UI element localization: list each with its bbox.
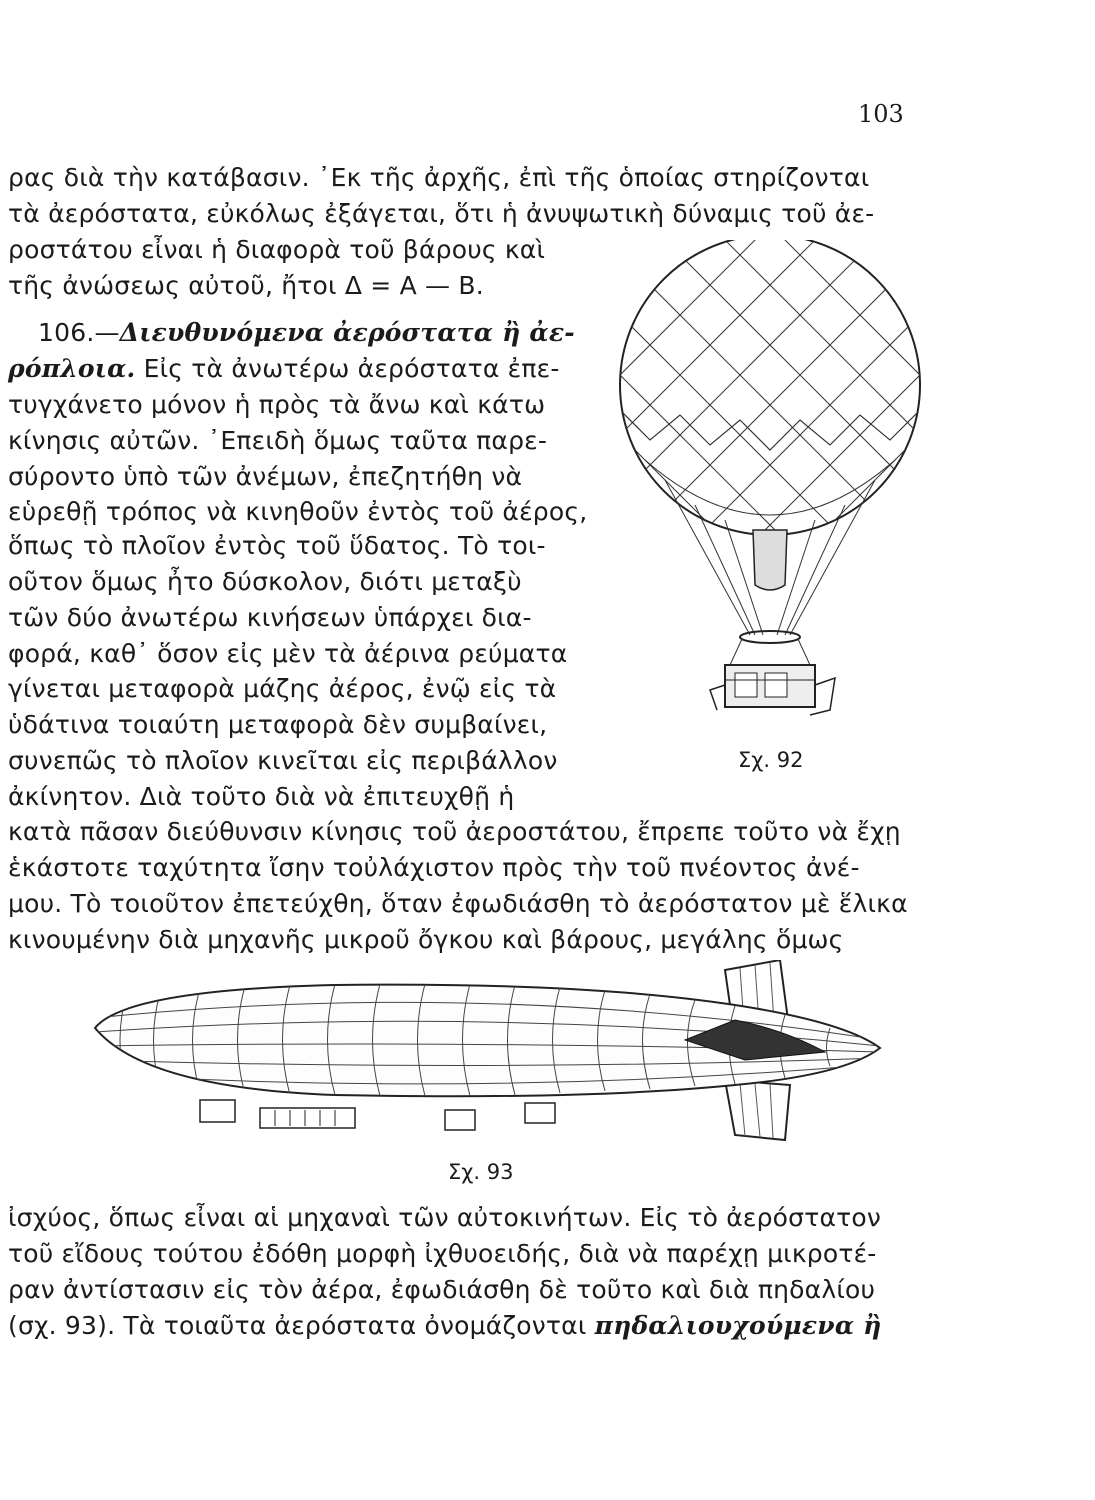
airship-figure bbox=[85, 960, 885, 1150]
text-line: κίνησις αὐτῶν. ᾿Επειδὴ ὅμως ταῦτα παρε- bbox=[8, 426, 548, 455]
text-line: ἀκίνητον. Διὰ τοῦτο διὰ νὰ ἐπιτευχθῇ ἡ bbox=[8, 782, 515, 811]
section-heading-line bbox=[38, 318, 575, 348]
text-line: συνεπῶς τὸ πλοῖον κινεῖται εἰς περιβάλλον bbox=[8, 746, 558, 775]
text-line: εὑρεθῇ τρόπος νὰ κινηθοῦν ἐντὸς τοῦ ἀέρος, bbox=[8, 497, 588, 526]
text-line bbox=[8, 354, 560, 384]
section-first-line: Εἰς τὰ ἀνωτέρω ἀερόστατα ἐπε- bbox=[135, 354, 560, 383]
text-line: οῦτον ὅμως ἦτο δύσκολον, διότι μεταξὺ bbox=[8, 567, 522, 596]
text-line: κατὰ πᾶσαν διεύθυνσιν κίνησις τοῦ ἀεροστάτου, ἔπρεπε τοῦτο νὰ ἔχῃ bbox=[8, 817, 901, 846]
text-line: τυγχάνετο μόνον ἡ πρὸς τὰ ἄνω καὶ κάτω bbox=[8, 390, 546, 419]
text-line: τὰ ἀερόστατα, εὐκόλως ἐξάγεται, ὅτι ἡ ἀνυψωτικὴ δύναμις τοῦ ἀε- bbox=[8, 199, 875, 228]
text-line: τῶν δύο ἀνωτέρω κινήσεων ὑπάρχει δια- bbox=[8, 603, 532, 632]
text-line: γίνεται μεταφορὰ μάζης ἀέρος, ἐνῷ εἰς τὰ bbox=[8, 674, 557, 703]
text-run: (σχ. 93). Τὰ τοιαῦτα ἀερόστατα ὀνομάζονται bbox=[8, 1311, 595, 1340]
text-line: ἑκάστοτε ταχύτητα ἴσην τοὐλάχιστον πρὸς τὴν τοῦ πνέοντος ἀνέ- bbox=[8, 853, 860, 882]
text-line: ὑδάτινα τοιαύτη μεταφορὰ δὲν συμβαίνει, bbox=[8, 710, 548, 739]
text-line: ἰσχύος, ὅπως εἶναι αἱ μηχαναὶ τῶν αὐτοκινήτων. Εἰς τὸ ἀερόστατον bbox=[8, 1203, 882, 1232]
section-title-continued: ρόπλοια. bbox=[8, 354, 136, 383]
text-line: σύροντο ὑπὸ τῶν ἀνέμων, ἐπεζητήθη νὰ bbox=[8, 462, 523, 491]
text-line: τοῦ εἴδους τούτου ἐδόθη μορφὴ ἰχθυοειδής, διὰ νὰ παρέχῃ μικροτέ- bbox=[8, 1239, 877, 1268]
figure-93-caption: Σχ. 93 bbox=[448, 1160, 514, 1184]
text-line: μου. Τὸ τοιοῦτον ἐπετεύχθη, ὅταν ἐφωδιάσθη τὸ ἀερόστατον μὲ ἕλικα bbox=[8, 889, 908, 918]
figure-92-caption: Σχ. 92 bbox=[738, 748, 804, 772]
balloon-figure bbox=[605, 240, 935, 740]
text-line: τῆς ἀνώσεως αὐτοῦ, ἤτοι Δ = Α — Β. bbox=[8, 271, 484, 300]
emphasis-term: πηδαλιουχούμενα ἢ bbox=[594, 1311, 882, 1340]
section-title: Διευθυνόμενα ἀερόστατα ἢ ἀε- bbox=[119, 318, 575, 347]
text-line: κινουμένην διὰ μηχανῆς μικροῦ ὄγκου καὶ βάρους, μεγάλης ὅμως bbox=[8, 925, 844, 954]
page-number: 103 bbox=[858, 100, 904, 128]
text-line: ραν ἀντίστασιν εἰς τὸν ἀέρα, ἐφωδιάσθη δὲ τοῦτο καὶ διὰ πηδαλίου bbox=[8, 1275, 876, 1304]
text-line: ρας διὰ τὴν κατάβασιν. ᾿Εκ τῆς ἀρχῆς, ἐπὶ τῆς ὁποίας στηρίζονται bbox=[8, 163, 870, 192]
text-line: φορά, καθ᾿ ὅσον εἰς μὲν τὰ ἀέρινα ρεύματα bbox=[8, 639, 568, 668]
text-line bbox=[8, 1311, 882, 1341]
text-line: ροστάτου εἶναι ἡ διαφορὰ τοῦ βάρους καὶ bbox=[8, 235, 546, 264]
text-line: ὅπως τὸ πλοῖον ἐντὸς τοῦ ὕδατος. Τὸ τοι- bbox=[8, 531, 546, 560]
section-number: 106.— bbox=[38, 318, 120, 347]
